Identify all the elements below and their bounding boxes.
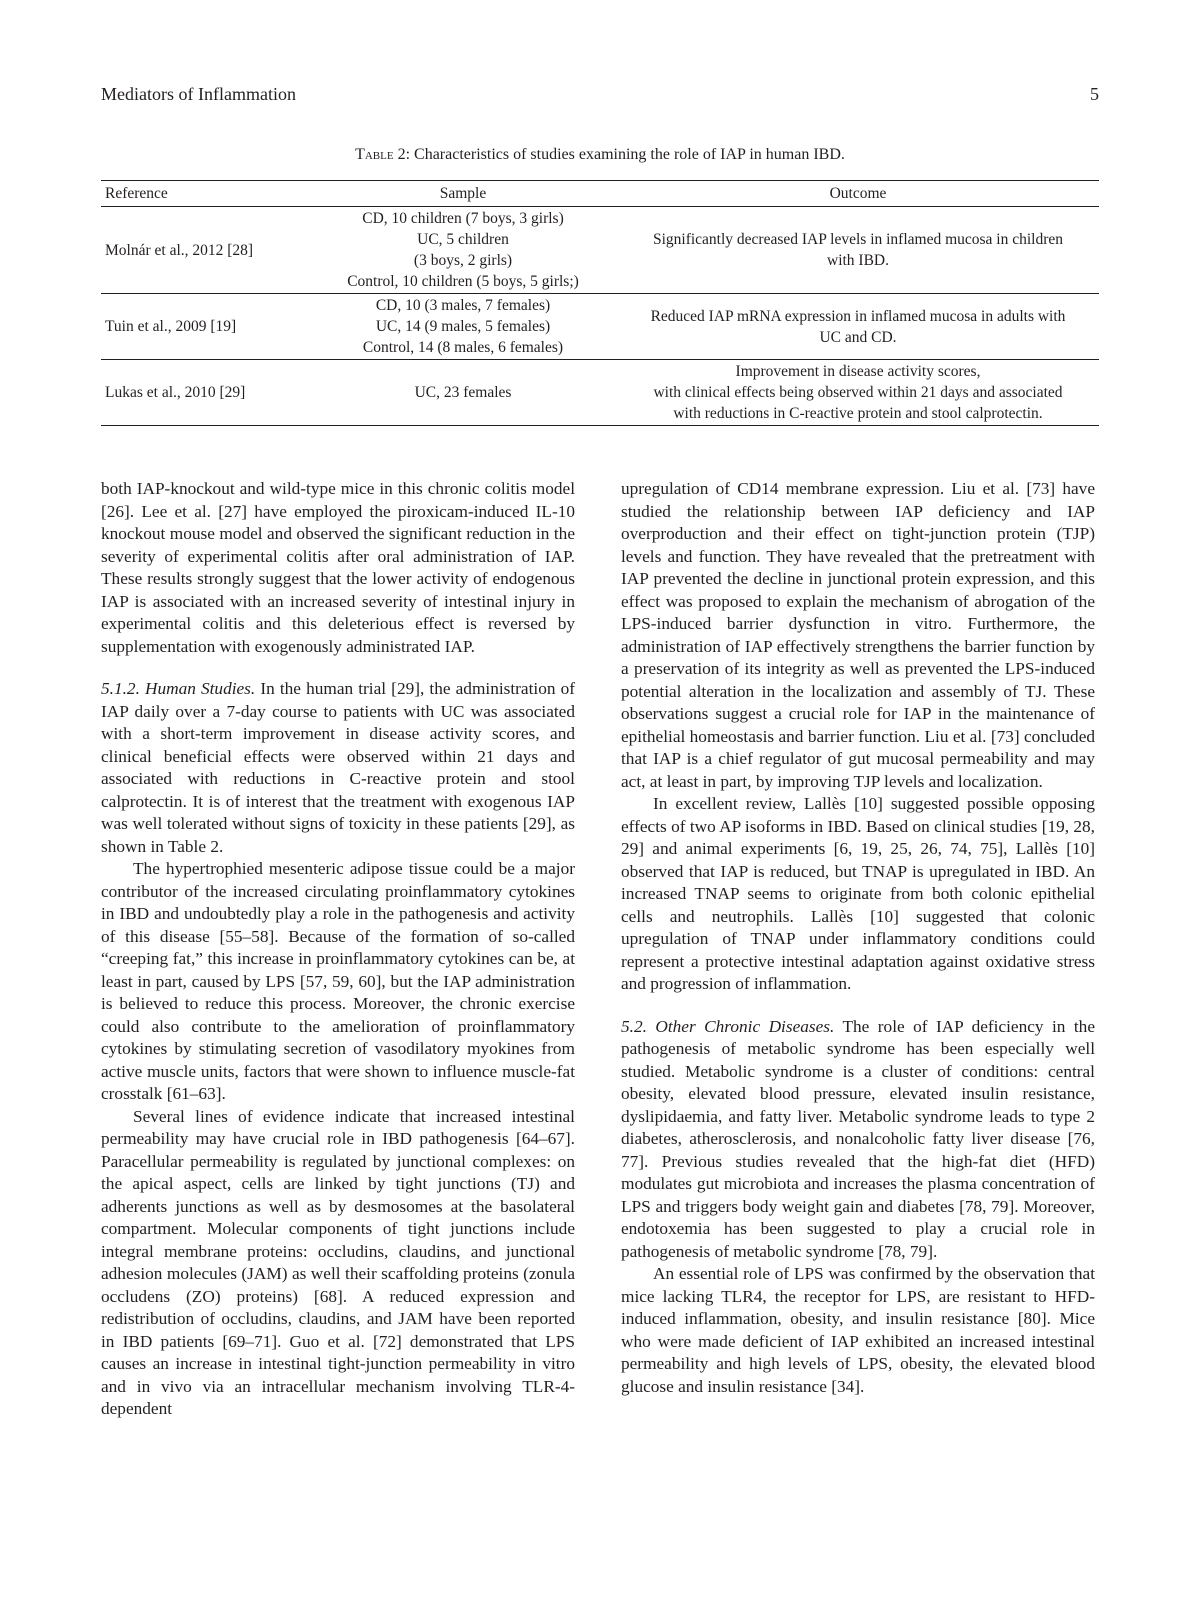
body-paragraph: In excellent review, Lallès [10] suggested possible opposing effects of two AP isoforms in IBD. Based on clinical studies [19, 28, 29] and animal experiments [6, 19, 25, 26, 74, 75], Lallès [10] observed that IAP is reduced, but TNAP is upregulated in IBD. An increased TNAP seems to originate from both colonic epithelial cells and neutrophils. Lallès [10] suggested that colonic upregulation of TNAP under inflammatory conditions could represent a protective intestinal adaptation against oxidative stress and progression of inflammation.: [621, 794, 1095, 993]
table-row: [101, 207, 1099, 294]
page-number: 5: [1090, 84, 1099, 104]
table-row: [101, 360, 1099, 426]
cell-reference: Molnár et al., 2012 [28]: [101, 207, 309, 294]
cell-reference: Tuin et al., 2009 [19]: [101, 294, 309, 360]
table-header-row: [101, 181, 1099, 207]
cell-outcome: [617, 360, 1099, 426]
section-heading: 5.1.2. Human Studies.: [101, 679, 256, 698]
left-column: [101, 478, 575, 1421]
section-paragraph: [621, 1016, 1095, 1264]
outcome-line: with reductions in C-reactive protein and stool calprotectin.: [673, 405, 1043, 422]
outcome-line: Improvement in disease activity scores,: [735, 363, 981, 380]
section-heading: 5.2. Other Chronic Diseases.: [621, 1016, 835, 1036]
outcome-line: with IBD.: [827, 252, 889, 269]
cell-outcome: [617, 294, 1099, 360]
journal-title: Mediators of Inflammation: [101, 84, 296, 104]
table-caption-label: Table 2:: [355, 146, 411, 163]
column-header-outcome: Outcome: [617, 181, 1099, 207]
studies-table: [101, 180, 1099, 426]
table-caption-text: Characteristics of studies examining the role of IAP in human IBD.: [414, 146, 845, 163]
body-text: In the human trial [29], the administration of IAP daily over a 7-day course to patients with UC was associated with a short-term improvement in disease activity scores, and clinical beneficial effects were observed within 21 days and associated with reductions in C-reactive protein and stool calprotectin. It is of interest that the treatment with exogenous IAP was well tolerated without signs of toxicity in these patients [29], as shown in Table 2.: [101, 679, 575, 856]
table-row: [101, 294, 1099, 360]
right-column: [621, 478, 1095, 1398]
body-paragraph: An essential role of LPS was confirmed by the observation that mice lacking TLR4, the receptor for LPS, are resistant to HFD-induced inflammation, obesity, and insulin resistance [80]. Mice who were made deficient of IAP exhibited an increased intestinal permeability and high levels of LPS, obesity, the elevated blood glucose and insulin resistance [34].: [621, 1264, 1095, 1396]
page-header: [101, 84, 1099, 108]
cell-reference: Lukas et al., 2010 [29]: [101, 360, 309, 426]
outcome-line: Significantly decreased IAP levels in inflamed mucosa in children: [652, 231, 1064, 248]
sample-line: (3 boys, 2 girls): [413, 252, 513, 269]
body-paragraph: The hypertrophied mesenteric adipose tissue could be a major contributor of the increased circulating proinflammatory cytokines in IBD and undoubtedly play a role in the pathogenesis and activity of this disease [55–58]. Because of the formation of so-called “creeping fat,” this increase in proinflammatory cytokines can be, at least in part, caused by LPS [57, 59, 60], but the IAP administration is believed to reduce this process. Moreover, the chronic exercise could also contribute to the amelioration of proinflammatory cytokines by stimulating secretion of vasodilatory myokines from active muscle units, factors that were shown to influence muscle-fat crosstalk [61–63].: [101, 859, 575, 1103]
section-paragraph: [101, 678, 575, 858]
cell-sample: [309, 294, 617, 360]
body-text: The role of IAP deficiency in the pathogenesis of metabolic syndrome has been especially well studied. Metabolic syndrome is a cluster of conditions: central obesity, elevated blood pressure, elevated insulin resistance, dyslipidaemia, and fatty liver. Metabolic syndrome leads to type 2 diabetes, atherosclerosis, and nonalcoholic fatty liver disease [76, 77]. Previous studies revealed that the high-fat diet (HFD) modulates gut microbiota and increases the plasma concentration of LPS and triggers body weight gain and diabetes [78, 79]. Moreover, endotoxemia has been suggested to play a crucial role in pathogenesis of metabolic syndrome [78, 79].: [621, 1016, 1095, 1261]
sample-line: Control, 10 children (5 boys, 5 girls;): [347, 273, 579, 290]
sample-line: CD, 10 children (7 boys, 3 girls): [362, 210, 564, 227]
sample-line: Control, 14 (8 males, 6 females): [362, 339, 564, 356]
outcome-line: with clinical effects being observed within 21 days and associated: [653, 384, 1063, 401]
cell-outcome: [617, 207, 1099, 294]
outcome-line: Reduced IAP mRNA expression in inflamed mucosa in adults with: [650, 307, 1066, 325]
sample-line: CD, 10 (3 males, 7 females): [375, 297, 551, 314]
sample-line: UC, 23 females: [414, 384, 512, 401]
cell-sample: [309, 207, 617, 294]
body-paragraph: Several lines of evidence indicate that increased intestinal permeability may have crucial role in IBD pathogenesis [64–67]. Paracellular permeability is regulated by junctional complexes: on the apical aspect, cells are linked by tight junctions (TJ) and adherents junctions as well as by desmosomes at the basolateral compartment. Molecular components of tight junctions include integral membrane proteins: occludins, claudins, and junctional adhesion molecules (JAM) as well their scaffolding proteins (zonula occludens (ZO) proteins) [68]. A reduced expression and redistribution of occludins, claudins, and JAM have been reported in IBD patients [69–71]. Guo et al. [72] demonstrated that LPS causes an increase in intestinal tight-junction permeability in vitro and in vivo via an intracellular mechanism involving TLR-4-dependent: [101, 1106, 575, 1418]
cell-sample: [309, 360, 617, 426]
outcome-line: UC and CD.: [819, 328, 897, 346]
body-paragraph: both IAP-knockout and wild-type mice in this chronic colitis model [26]. Lee et al. [27] have employed the piroxicam-induced IL-10 knockout mouse model and observed the significant reduction in the severity of experimental colitis after oral administration of IAP. These results strongly suggest that the lower activity of endogenous IAP is associated with an increased severity of intestinal injury in experimental colitis and this deleterious effect is reversed by supplementation with exogenously administrated IAP.: [101, 479, 575, 656]
column-header-reference: Reference: [101, 181, 309, 207]
column-header-sample: Sample: [309, 181, 617, 207]
sample-line: UC, 5 children: [417, 231, 509, 248]
sample-line: UC, 14 (9 males, 5 females): [375, 318, 551, 335]
table-caption: [101, 146, 1099, 164]
body-paragraph: upregulation of CD14 membrane expression. Liu et al. [73] have studied the relationship between IAP deficiency and IAP overproduction and their effect on tight-junction protein (TJP) levels and function. They have revealed that the pretreatment with IAP prevented the decline in junctional protein expression, and this effect was proposed to explain the mechanism of abrogation of the LPS-induced barrier dysfunction in vitro. Furthermore, the administration of IAP effectively strengthens the barrier function by a preservation of its integrity as well as prevented the LPS-induced potential alteration in the localization and assembly of TJ. These observations suggest a crucial role for IAP in the maintenance of epithelial homeostasis and barrier function. Liu et al. [73] concluded that IAP is a chief regulator of gut mucosal permeability and may act, at least in part, by improving TJP levels and localization.: [621, 479, 1095, 791]
